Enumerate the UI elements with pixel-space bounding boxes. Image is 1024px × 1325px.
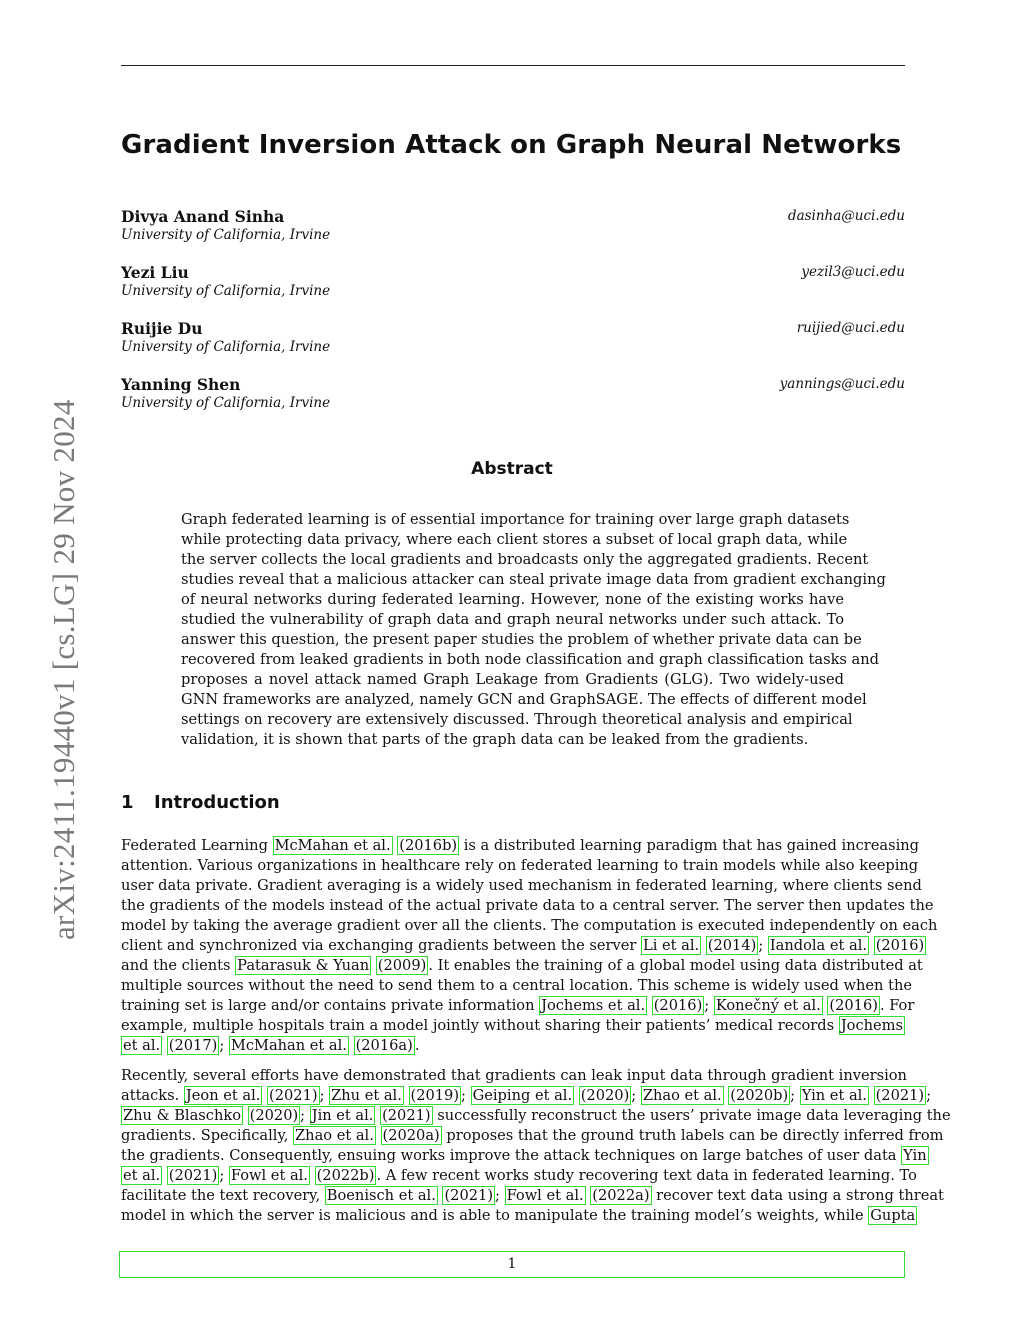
abstract-line: studies reveal that a malicious attacker can steal private image data from gradient exchanging <box>181 571 886 588</box>
abstract-line: of neural networks during federated learning. However, none of the existing works have <box>181 591 844 608</box>
author-name: Ruijie Du <box>121 319 203 338</box>
citation-year-link[interactable]: (2021) <box>269 1087 318 1104</box>
author-email[interactable]: yannings@uci.edu <box>779 376 905 392</box>
citation-year-link[interactable]: (2016b) <box>399 837 458 854</box>
citation-year-link[interactable]: (2020b) <box>730 1087 789 1104</box>
citation-link[interactable]: McMahan et al. <box>274 837 391 854</box>
citation-year-link[interactable]: (2021) <box>875 1087 925 1104</box>
citation-year-link[interactable]: (2016) <box>653 997 703 1014</box>
paragraph-line <box>121 996 915 1016</box>
abstract-line: answer this question, the present paper studies the problem of whether private data can be <box>181 631 862 648</box>
section-title: Introduction <box>154 792 280 813</box>
text-run: ; <box>631 1087 637 1104</box>
section-heading <box>121 792 280 813</box>
page-number: 1 <box>507 1256 517 1272</box>
text-run: . <box>414 1037 420 1054</box>
citation-link[interactable]: Zhao et al. <box>295 1127 374 1144</box>
text-run: model in which the server is malicious and is able to manipulate the training model’s weights, while <box>121 1207 864 1224</box>
abstract-line: recovered from leaked gradients in both node classification and graph classification tasks and <box>181 651 879 668</box>
section-number: 1 <box>121 792 134 813</box>
citation-link[interactable]: Boenisch et al. <box>326 1187 436 1204</box>
paragraph-line <box>121 1036 905 1056</box>
text-run: training set is large and/or contains private information <box>121 997 535 1014</box>
text-run: successfully reconstruct the users’ private image data leveraging the <box>437 1107 951 1124</box>
text-run: ; <box>495 1187 500 1204</box>
citation-year-link[interactable]: (2020) <box>249 1107 299 1124</box>
text-run: . It enables the training of a global model using data distributed at <box>428 957 923 974</box>
text-run: ; <box>926 1087 932 1104</box>
citation-link[interactable]: Zhu & Blaschko <box>123 1107 241 1124</box>
citation-link[interactable]: Iandola et al. <box>769 937 868 954</box>
abstract-line: GNN frameworks are analyzed, namely GCN and GraphSAGE. The effects of different model <box>181 691 867 708</box>
text-run: Federated Learning <box>121 837 268 854</box>
abstract-line: Graph federated learning is of essential importance for training over large graph datasets <box>181 511 850 528</box>
text-run: proposes that the ground truth labels can be directly inferred from <box>446 1127 944 1144</box>
paragraph-line: user data private. Gradient averaging is a widely used mechanism in federated learning, where clients send <box>121 877 922 894</box>
citation-year-link[interactable]: (2022a) <box>592 1187 650 1204</box>
abstract-line: the server collects the local gradients and broadcasts only the aggregated gradients. Recent <box>181 551 869 568</box>
citation-year-link[interactable]: (2020) <box>580 1087 630 1104</box>
citation-link[interactable]: Yin et al. <box>801 1087 867 1104</box>
citation-link[interactable]: Fowl et al. <box>230 1167 308 1184</box>
text-run: ; <box>790 1087 796 1104</box>
page-number-link[interactable] <box>119 1251 905 1278</box>
abstract-line: studied the vulnerability of graph data and graph neural networks under such attack. To <box>181 611 844 628</box>
citation-link[interactable]: McMahan et al. <box>230 1037 347 1054</box>
citation-link[interactable]: Jochems <box>840 1017 903 1034</box>
citation-link[interactable]: Gupta <box>870 1207 916 1224</box>
citation-link[interactable]: Yin <box>903 1147 927 1164</box>
text-run: . For <box>879 997 915 1014</box>
paragraph-line: attention. Various organizations in healthcare rely on federated learning to train models while also keeping <box>121 857 919 874</box>
text-run: ; <box>219 1167 225 1184</box>
citation-link[interactable]: Fowl et al. <box>506 1187 584 1204</box>
citation-year-link[interactable]: (2016) <box>829 997 878 1014</box>
citation-link[interactable]: et al. <box>123 1037 161 1054</box>
text-run: attacks. <box>121 1087 180 1104</box>
abstract-line: settings on recovery are extensively discussed. Through theoretical analysis and empirical <box>181 711 853 728</box>
paragraph-line <box>121 956 923 976</box>
citation-year-link[interactable]: (2016) <box>875 937 925 954</box>
paragraph-line <box>121 1086 932 1106</box>
paragraph-line <box>121 1186 944 1206</box>
top-rule <box>121 65 905 66</box>
author-affiliation: University of California, Irvine <box>121 227 331 243</box>
text-run: and the clients <box>121 957 231 974</box>
paragraph-line: model by taking the average gradient over all the clients. The computation is executed independently on each <box>121 917 938 934</box>
author-block <box>121 375 905 419</box>
author-affiliation: University of California, Irvine <box>121 339 331 355</box>
citation-link[interactable]: Geiping et al. <box>472 1087 573 1104</box>
citation-link[interactable]: Zhu et al. <box>331 1087 402 1104</box>
author-email[interactable]: ruijied@uci.edu <box>796 320 905 336</box>
text-run: ; <box>300 1107 306 1124</box>
author-email[interactable]: dasinha@uci.edu <box>787 208 905 224</box>
abstract-line: proposes a novel attack named Graph Leakage from Gradients (GLG). Two widely-used <box>181 671 844 688</box>
paragraph-line <box>121 1146 927 1166</box>
citation-year-link[interactable]: (2019) <box>410 1087 460 1104</box>
citation-year-link[interactable]: (2020a) <box>382 1127 440 1144</box>
citation-year-link[interactable]: (2016a) <box>355 1037 413 1054</box>
text-run: recover text data using a strong threat <box>656 1187 944 1204</box>
text-run: . A few recent works study recovering text data in federated learning. To <box>376 1167 917 1184</box>
abstract-heading: Abstract <box>471 459 553 479</box>
citation-year-link[interactable]: (2017) <box>168 1037 218 1054</box>
citation-link[interactable]: et al. <box>123 1167 161 1184</box>
citation-link[interactable]: Li et al. <box>643 937 700 954</box>
citation-link[interactable]: Jeon et al. <box>185 1087 261 1104</box>
author-name: Yezi Liu <box>121 263 189 282</box>
author-email[interactable]: yezil3@uci.edu <box>801 264 905 280</box>
author-affiliation: University of California, Irvine <box>121 283 331 299</box>
text-run: facilitate the text recovery, <box>121 1187 321 1204</box>
text-run: ; <box>319 1087 325 1104</box>
paragraph-line <box>121 1166 917 1186</box>
author-block <box>121 263 905 307</box>
paragraph-line <box>121 1126 944 1146</box>
citation-year-link[interactable]: (2022b) <box>316 1167 375 1184</box>
citation-link[interactable]: Konečný et al. <box>715 997 821 1014</box>
text-run: ; <box>461 1087 466 1104</box>
paragraph-line: multiple sources without the need to send them to a central location. This scheme is widely used when the <box>121 977 912 994</box>
text-run: ; <box>219 1037 225 1054</box>
paragraph-line <box>121 1106 951 1126</box>
text-run: ; <box>758 937 764 954</box>
author-name: Yanning Shen <box>121 375 241 394</box>
text-run: client and synchronized via exchanging gradients between the server <box>121 937 637 954</box>
author-block <box>121 319 905 363</box>
text-run: ; <box>704 997 710 1014</box>
text-run: example, multiple hospitals train a model jointly without sharing their patients’ medical records <box>121 1017 835 1034</box>
abstract-line: while protecting data privacy, where each client stores a subset of local graph data, while <box>181 531 848 548</box>
citation-link[interactable]: Patarasuk & Yuan <box>237 957 370 974</box>
text-run: gradients. Specifically, <box>121 1127 289 1144</box>
author-affiliation: University of California, Irvine <box>121 395 331 411</box>
paragraph-line <box>121 936 925 956</box>
paragraph-line <box>121 1206 916 1226</box>
paper-title: Gradient Inversion Attack on Graph Neural Networks <box>121 130 902 160</box>
paragraph-line <box>121 1016 905 1036</box>
citation-year-link[interactable]: (2021) <box>168 1167 218 1184</box>
citation-year-link[interactable]: (2014) <box>707 937 757 954</box>
arxiv-identifier-stamp: arXiv:2411.19440v1 [cs.LG] 29 Nov 2024 <box>46 399 81 940</box>
citation-link[interactable]: Zhao et al. <box>642 1087 722 1104</box>
text-run: the gradients. Consequently, ensuing works improve the attack techniques on large batches of user data <box>121 1147 897 1164</box>
author-name: Divya Anand Sinha <box>121 207 285 226</box>
paragraph-line: Recently, several efforts have demonstrated that gradients can leak input data through gradient inversion <box>121 1067 907 1084</box>
author-block <box>121 207 905 251</box>
paragraph-line: the gradients of the models instead of the actual private data to a central server. The server then updates the <box>121 897 934 914</box>
citation-year-link[interactable]: (2021) <box>444 1187 494 1204</box>
citation-year-link[interactable]: (2009) <box>377 957 427 974</box>
paragraph-line <box>121 836 919 856</box>
text-run: is a distributed learning paradigm that has gained increasing <box>463 837 919 854</box>
citation-link[interactable]: Jochems et al. <box>541 997 646 1014</box>
citation-link[interactable]: Jin et al. <box>311 1107 374 1124</box>
abstract-line: validation, it is shown that parts of the graph data can be leaked from the gradients. <box>181 731 809 748</box>
citation-year-link[interactable]: (2021) <box>382 1107 431 1124</box>
